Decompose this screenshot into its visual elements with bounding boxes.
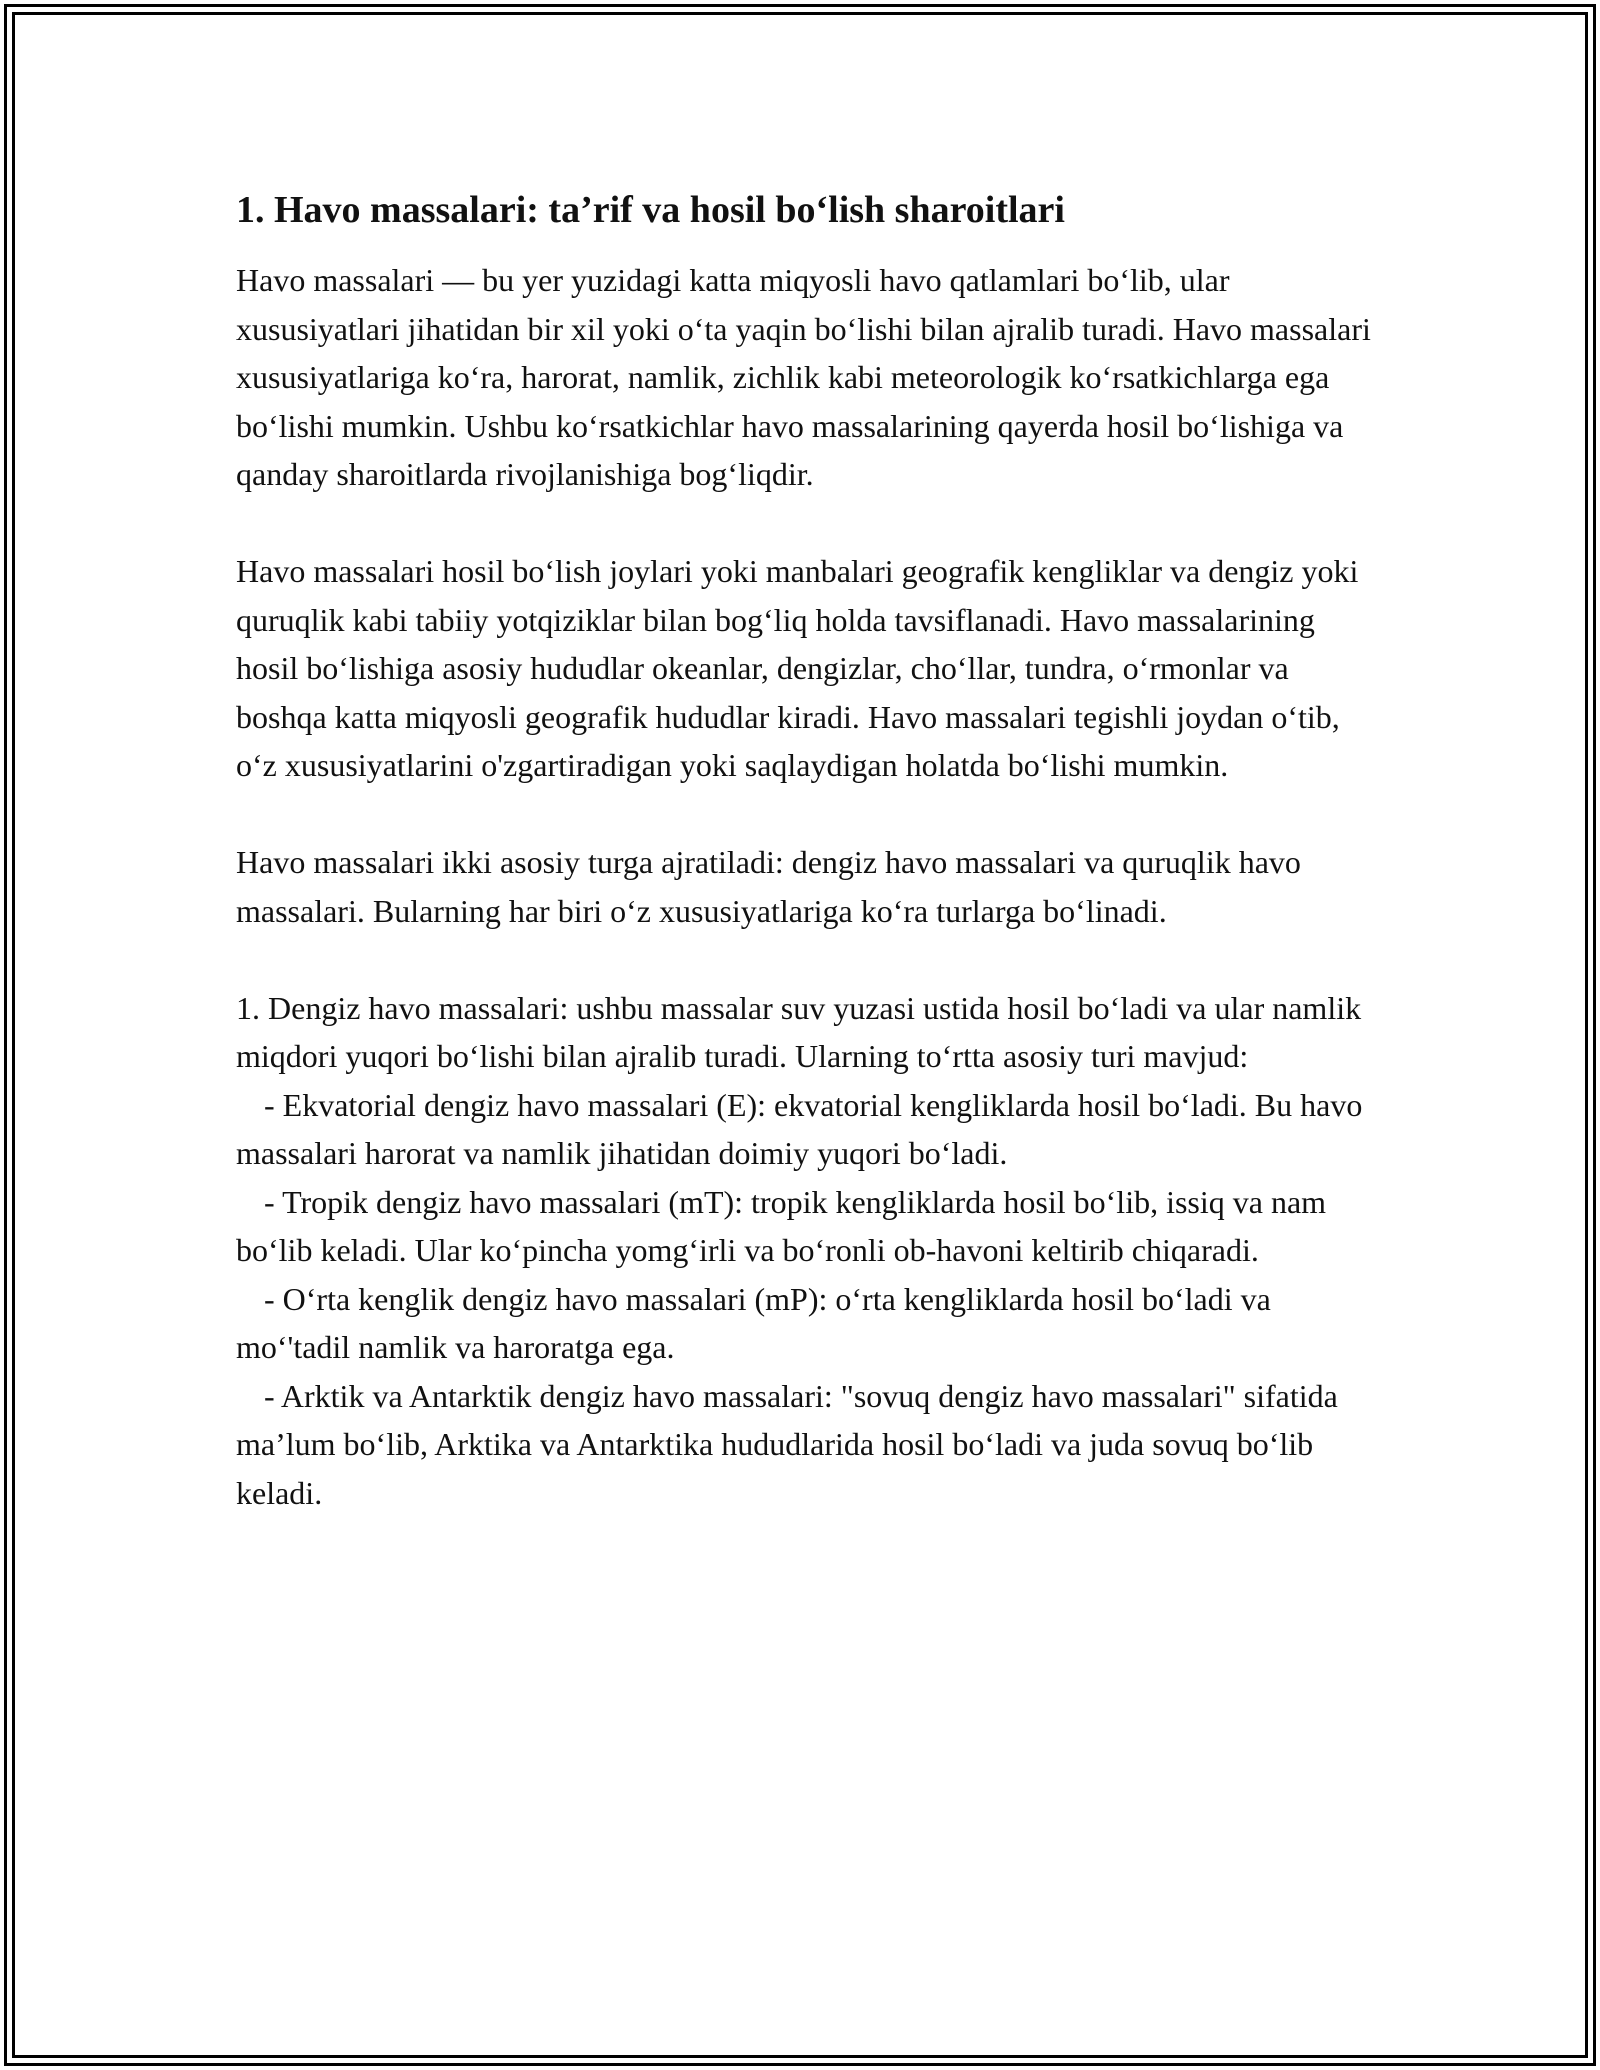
paragraph-types: Havo massalari ikki asosiy turga ajratiladi: dengiz havo massalari va quruqlik havo massalari. Bularning har biri o‘z xususiyatlariga ko‘ra turlarga bo‘linadi. bbox=[236, 844, 1301, 929]
marine-air-masses-list bbox=[236, 984, 1376, 1518]
list-item-midlatitude: - O‘rta kenglik dengiz havo massalari (mP): o‘rta kengliklarda hosil bo‘ladi va mo‘'tadil namlik va haroratga ega. bbox=[236, 1280, 1271, 1365]
list-item-tropical: - Tropik dengiz havo massalari (mT): tropik kengliklarda hosil bo‘lib, issiq va nam bo‘lib keladi. Ular ko‘pincha yomg‘irli va bo‘ronli ob-havoni keltirib chiqaradi. bbox=[236, 1183, 1327, 1268]
list-item-arctic-antarctic: - Arktik va Antarktik dengiz havo massalari: "sovuq dengiz havo massalari" sifatida ma’lum bo‘lib, Arktika va Antarktika hududlarida hosil bo‘ladi va juda sovuq bo‘lib keladi. bbox=[236, 1377, 1338, 1511]
list-item-equatorial: - Ekvatorial dengiz havo massalari (E): ekvatorial kengliklarda hosil bo‘ladi. Bu havo massalari harorat va namlik jihatidan doimiy yuqori bo‘ladi. bbox=[236, 1086, 1363, 1171]
paragraph-definition: Havo massalari — bu yer yuzidagi katta miqyosli havo qatlamlari bo‘lib, ular xususiyatlari jihatidan bir xil yoki o‘ta yaqin bo‘lishi bilan ajralib turadi. Havo massalari xususiyatlariga ko‘ra, harorat, namlik, zichlik kabi meteorologik ko‘rsatkichlarga ega bo‘lishi mumkin. Ushbu ko‘rsatkichlar havo massalarining qayerda hosil bo‘lishiga va qanday sharoitlarda rivojlanishiga bog‘liqdir. bbox=[236, 262, 1371, 492]
document-body bbox=[236, 186, 1376, 1517]
paragraph-formation-sources: Havo massalari hosil bo‘lish joylari yoki manbalari geografik kengliklar va dengiz yoki quruqlik kabi tabiiy yotqiziklar bilan bog‘liq holda tavsiflanadi. Havo massalarining hosil bo‘lishiga asosiy hududlar okeanlar, dengizlar, cho‘llar, tundra, o‘rmonlar va boshqa katta miqyosli geografik hududlar kiradi. Havo massalari tegishli joydan o‘tib, o‘z xususiyatlarini o'zgartiradigan yoki saqlaydigan holatda bo‘lishi mumkin. bbox=[236, 553, 1359, 783]
section-heading: 1. Havo massalari: ta’rif va hosil bo‘lish sharoitlari bbox=[236, 189, 1065, 231]
list-intro: 1. Dengiz havo massalari: ushbu massalar suv yuzasi ustida hosil bo‘ladi va ular namlik miqdori yuqori bo‘lishi bilan ajralib turadi. Ularning to‘rtta asosiy turi mavjud: bbox=[236, 989, 1362, 1074]
